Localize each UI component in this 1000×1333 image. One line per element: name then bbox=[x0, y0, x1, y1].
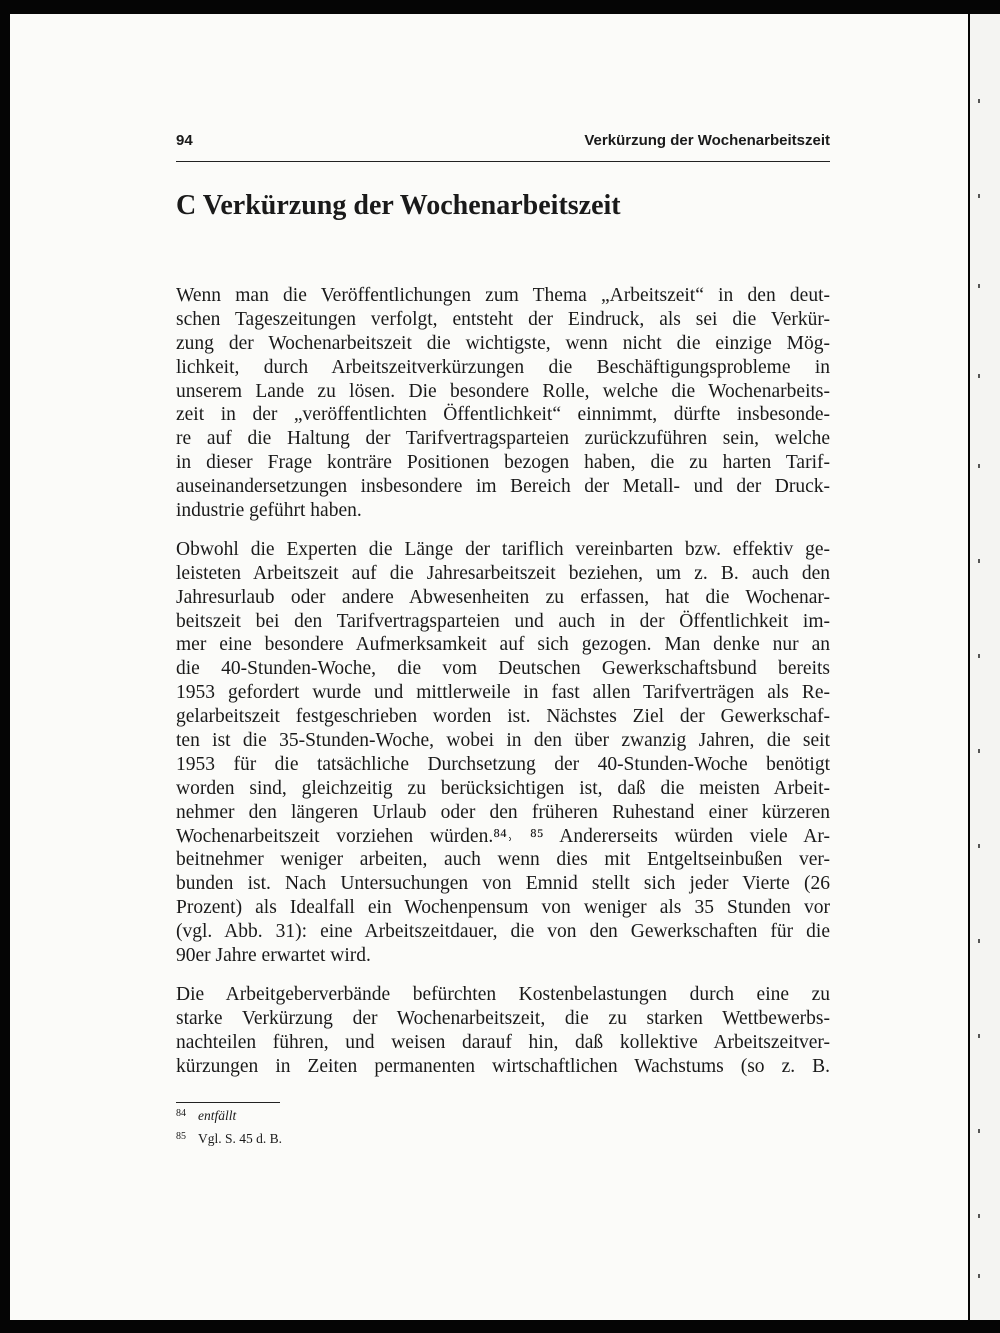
edge-mark bbox=[978, 284, 980, 288]
edge-mark bbox=[978, 1274, 980, 1278]
edge-mark bbox=[978, 654, 980, 658]
edge-mark bbox=[978, 1214, 980, 1218]
text-line: Wochenarbeitszeit vorziehen würden.⁸⁴˒ ⁸⁵ Andererseits würden viele Ar- bbox=[176, 825, 830, 847]
running-header bbox=[176, 132, 830, 154]
text-line: lichkeit, durch Arbeitszeitverkürzungen die Beschäftigungsprobleme in bbox=[176, 356, 830, 378]
text-line: starke Verkürzung der Wochenarbeitszeit, die zu starken Wettbewerbs- bbox=[176, 1007, 830, 1029]
page-number: 94 bbox=[176, 132, 193, 149]
text-line: (vgl. Abb. 31): eine Arbeitszeitdauer, die von den Gewerkschaften für die bbox=[176, 921, 830, 943]
adjacent-page-edge bbox=[970, 14, 1000, 1320]
text-line: in dieser Frage konträre Positionen bezogen haben, die zu harten Tarif- bbox=[176, 452, 830, 474]
body-text bbox=[176, 284, 830, 1094]
text-line: kürzungen in Zeiten permanenten wirtschaftlichen Wachstums (so z. B. bbox=[176, 1055, 830, 1077]
text-line: zung der Wochenarbeitszeit die wichtigste, wenn nicht die einzige Mög- bbox=[176, 332, 830, 354]
text-line: nachteilen führen, und weisen darauf hin, daß kollektive Arbeitszeitver- bbox=[176, 1031, 830, 1053]
text-line: Wenn man die Veröffentlichungen zum Thema „Arbeitszeit“ in den deut- bbox=[176, 285, 830, 306]
paragraph bbox=[176, 284, 830, 523]
text-line: gelarbeitszeit festgeschrieben worden ist. Nächstes Ziel der Gewerkschaf- bbox=[176, 706, 830, 728]
text-line: beitnehmer weniger arbeiten, auch wenn dies mit Entgeltseinbußen ver- bbox=[176, 849, 830, 871]
edge-mark bbox=[978, 194, 980, 198]
edge-mark bbox=[978, 939, 980, 943]
text-line: mer eine besondere Aufmerksamkeit auf sich gezogen. Man denke nur an bbox=[176, 634, 830, 656]
edge-mark bbox=[978, 749, 980, 753]
text-line: ten ist die 35-Stunden-Woche, wobei in den über zwanzig Jahren, die seit bbox=[176, 730, 830, 752]
footnote-text: Vgl. S. 45 d. B. bbox=[198, 1131, 283, 1146]
edge-mark bbox=[978, 844, 980, 848]
text-line: die 40-Stunden-Woche, die vom Deutschen Gewerkschaftsbund bereits bbox=[176, 658, 830, 680]
text-line: unserem Lande zu lösen. Die besondere Rolle, welche die Wochenarbeits- bbox=[176, 380, 830, 402]
footnote-text: entfällt bbox=[198, 1108, 237, 1123]
paragraph bbox=[176, 538, 830, 968]
text-line: Prozent) als Idealfall ein Wochenpensum von weniger als 35 Stunden vor bbox=[176, 897, 830, 919]
text-line: Die Arbeitgeberverbände befürchten Kostenbelastungen durch eine zu bbox=[176, 983, 830, 1005]
running-title: Verkürzung der Wochenarbeitszeit bbox=[584, 132, 830, 149]
text-line: schen Tageszeitungen verfolgt, entsteht der Eindruck, als sei die Verkür- bbox=[176, 308, 830, 330]
edge-mark bbox=[978, 1034, 980, 1038]
paragraph bbox=[176, 983, 830, 1079]
text-line: Obwohl die Experten die Länge der tariflich vereinbarten bzw. effektiv ge- bbox=[176, 538, 830, 560]
text-line: leisteten Arbeitszeit auf die Jahresarbeitszeit beziehen, um z. B. auch den bbox=[176, 562, 830, 584]
edge-mark bbox=[978, 1129, 980, 1133]
footnote-mark: 85 bbox=[176, 1131, 186, 1142]
text-line: re auf die Haltung der Tarifvertragsparteien zurückzuführen sein, welche bbox=[176, 428, 830, 450]
text-line: 1953 gefordert wurde und mittlerweile in fast allen Tarifverträgen als Re- bbox=[176, 682, 830, 704]
chapter-title: C Verkürzung der Wochenarbeitszeit bbox=[176, 190, 621, 221]
footnote-rule bbox=[176, 1102, 280, 1103]
text-line: nehmer den längeren Urlaub oder den früheren Ruhestand einer kürzeren bbox=[176, 801, 830, 823]
text-line: Jahresurlaub oder andere Abwesenheiten zu erfassen, hat die Wochenar- bbox=[176, 586, 830, 608]
header-rule bbox=[176, 161, 830, 162]
text-line: worden sind, gleichzeitig zu berücksichtigen ist, daß die meisten Arbeit- bbox=[176, 777, 830, 799]
footnote bbox=[176, 1108, 236, 1124]
text-line: auseinandersetzungen insbesondere im Bereich der Metall- und der Druck- bbox=[176, 476, 830, 498]
text-line: 1953 für die tatsächliche Durchsetzung der 40-Stunden-Woche benötigt bbox=[176, 753, 830, 775]
edge-mark bbox=[978, 559, 980, 563]
footnote bbox=[176, 1131, 282, 1147]
text-line: 90er Jahre erwartet wird. bbox=[176, 945, 371, 967]
edge-mark bbox=[978, 464, 980, 468]
text-line: beitszeit bei den Tarifvertragsparteien und auch in der Öffentlichkeit im- bbox=[176, 610, 830, 632]
footnote-mark: 84 bbox=[176, 1108, 186, 1119]
edge-mark bbox=[978, 99, 980, 103]
text-line: zeit in der „veröffentlichten Öffentlichkeit“ einnimmt, dürfte insbesonde- bbox=[176, 404, 830, 426]
text-line: bunden ist. Nach Untersuchungen von Emnid stellt sich jeder Vierte (26 bbox=[176, 873, 830, 895]
text-line: industrie geführt haben. bbox=[176, 500, 362, 522]
edge-mark bbox=[978, 374, 980, 378]
